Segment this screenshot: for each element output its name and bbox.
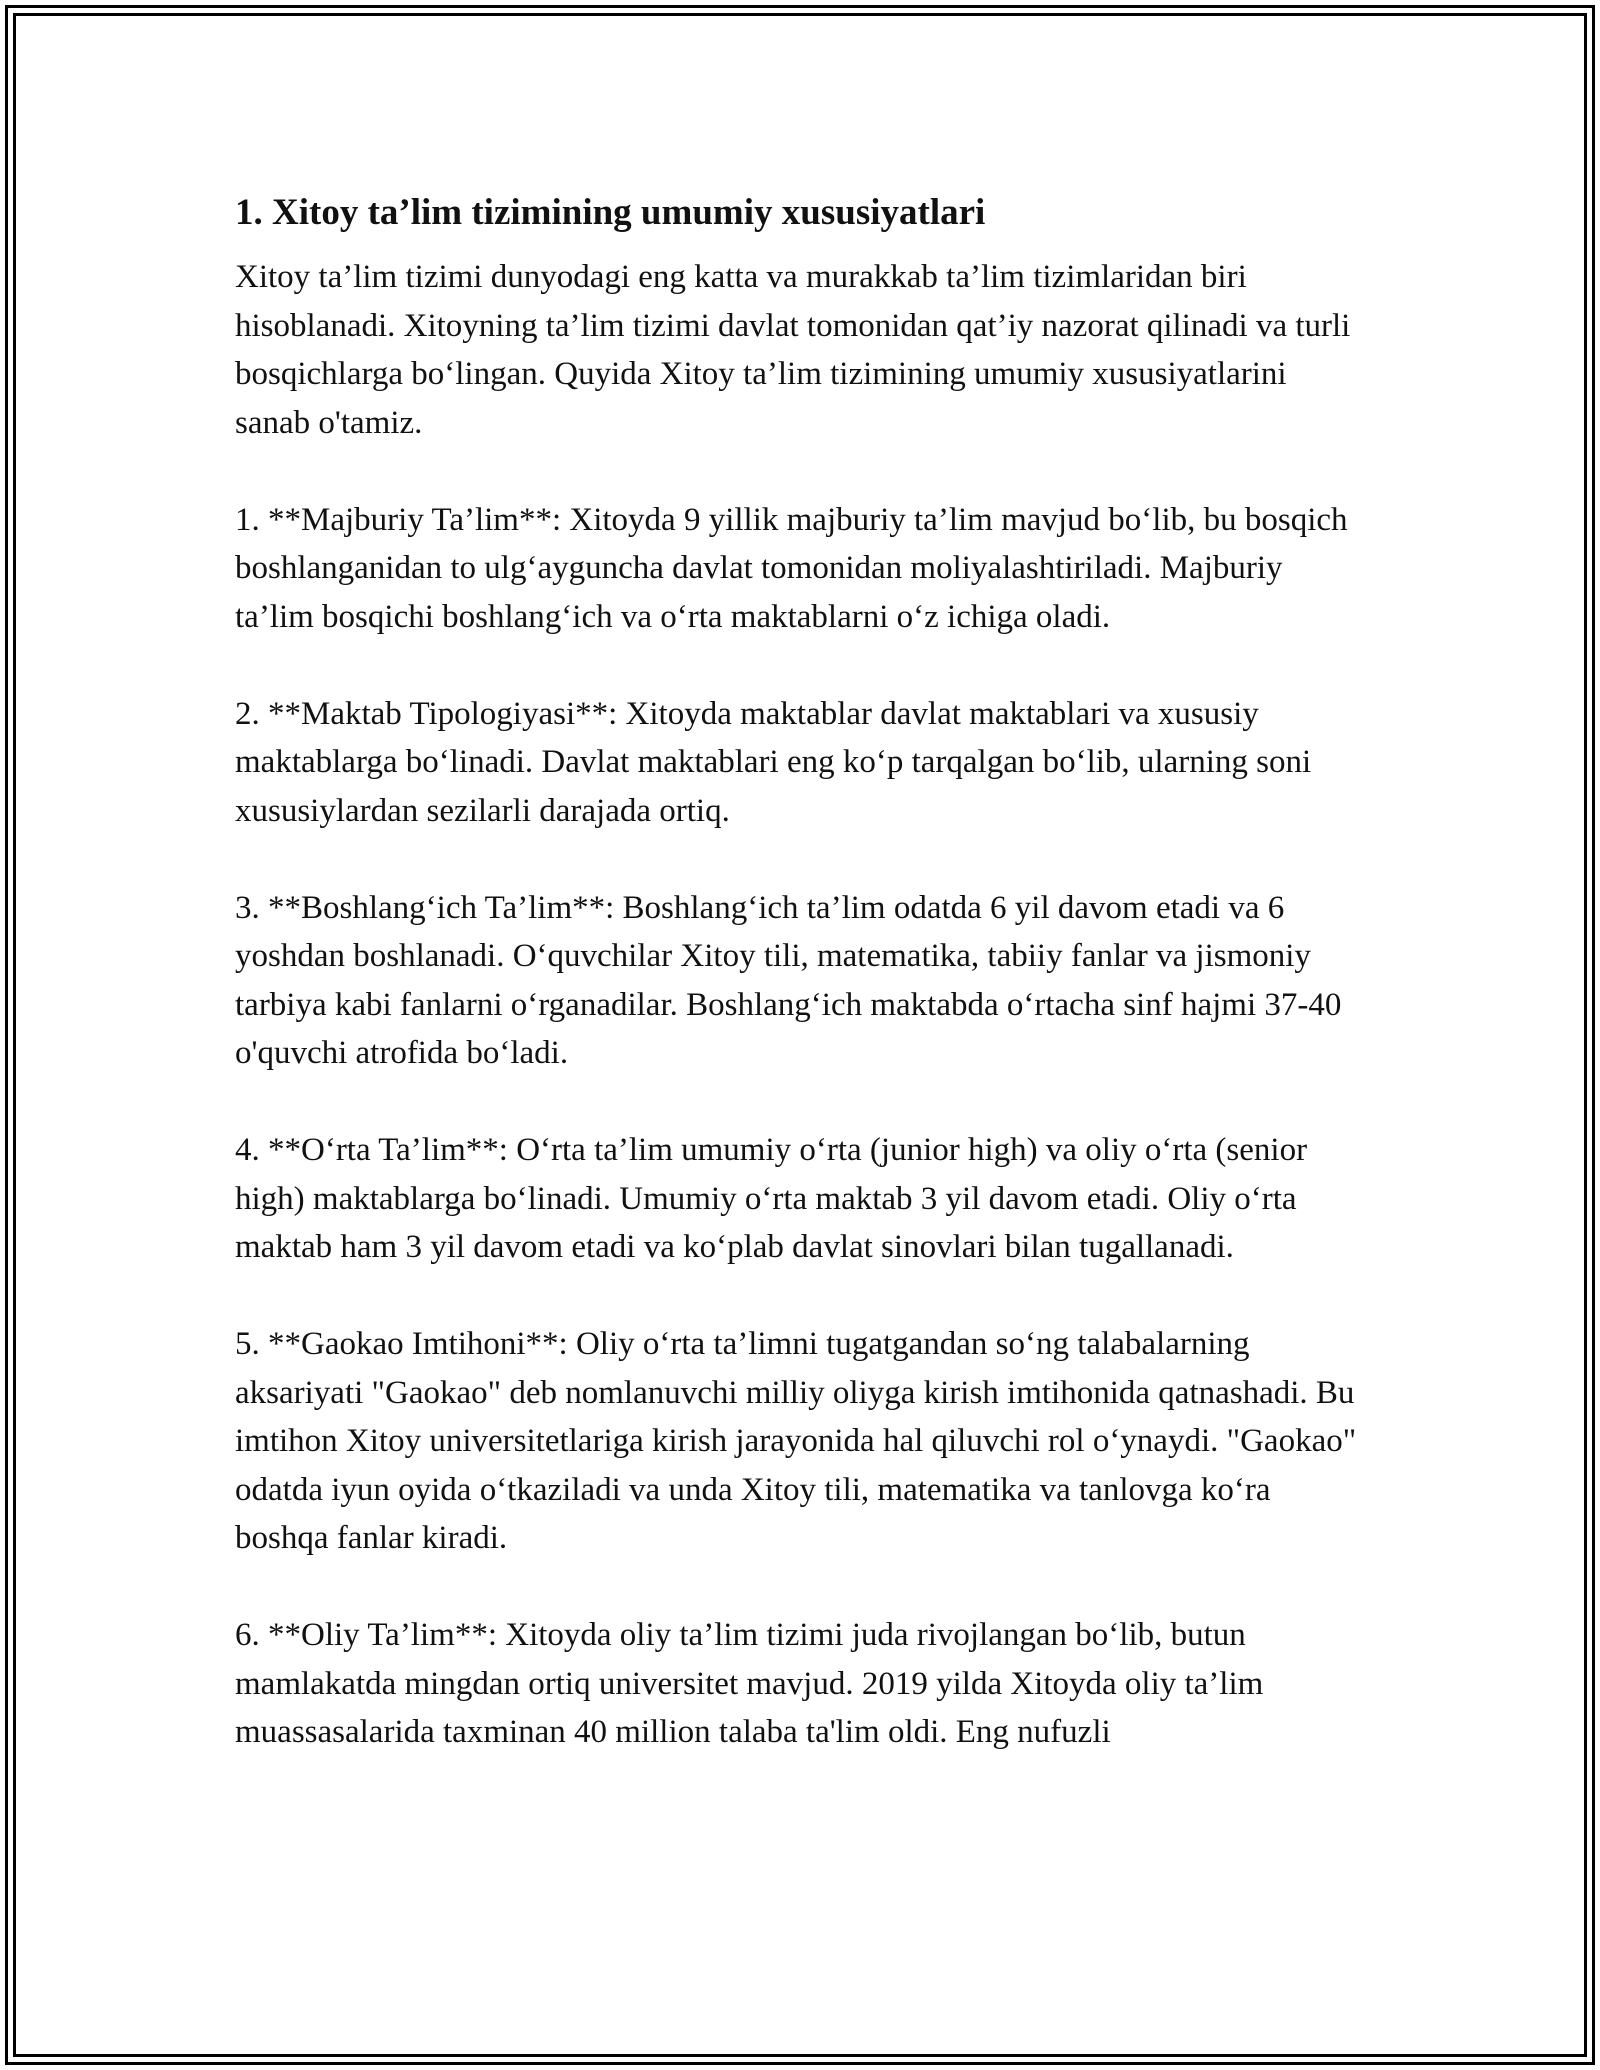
item-compulsory-education: 1. **Majburiy Ta’lim**: Xitoyda 9 yillik majburiy ta’lim mavjud bo‘lib, bu bosqich boshlanganidan to ulg‘ayguncha davlat tomonidan moliyalashtiriladi. Majburiy ta’lim bosqichi boshlang‘ich va o‘rta maktablarni o‘z ichiga oladi. <box>235 501 1348 635</box>
item-school-typology: 2. **Maktab Tipologiyasi**: Xitoyda maktablar davlat maktablari va xususiy maktablarga bo‘linadi. Davlat maktablari eng ko‘p tarqalgan bo‘lib, ularning soni xususiylardan sezilarli darajada ortiq. <box>235 695 1312 829</box>
item-higher-education: 6. **Oliy Ta’lim**: Xitoyda oliy ta’lim tizimi juda rivojlangan bo‘lib, butun mamlakatda mingdan ortiq universitet mavjud. 2019 yilda Xitoyda oliy ta’lim muassasalarida taxminan 40 million talaba ta'lim oldi. Eng nufuzli <box>235 1617 1264 1750</box>
item-gaokao-exam: 5. **Gaokao Imtihoni**: Oliy o‘rta ta’limni tugatgandan so‘ng talabalarning aksariyati "Gaokao" deb nomlanuvchi milliy oliyga kirish imtihonida qatnashadi. Bu imtihon Xitoy universitetlariga kirish jarayonida hal qiluvchi rol o‘ynaydi. "Gaokao" odatda iyun oyida o‘tkaziladi va unda Xitoy tili, matematika va tanlovga ko‘ra boshqa fanlar kiradi. <box>235 1326 1357 1556</box>
intro-paragraph: Xitoy ta’lim tizimi dunyodagi eng katta va murakkab ta’lim tizimlaridan biri hisoblanadi. Xitoyning ta’lim tizimi davlat tomonidan qat’iy nazorat qilinadi va turli bosqichlarga bo‘lingan. Quyida Xitoy ta’lim tizimining umumiy xususiyatlarini sanab o'tamiz. <box>235 259 1351 441</box>
section-heading: 1. Xitoy ta’lim tizimining umumiy xususiyatlari <box>235 192 986 233</box>
item-primary-education: 3. **Boshlang‘ich Ta’lim**: Boshlang‘ich ta’lim odatda 6 yil davom etadi va 6 yoshdan boshlanadi. O‘quvchilar Xitoy tili, matematika, tabiiy fanlar va jismoniy tarbiya kabi fanlarni o‘rganadilar. Boshlang‘ich maktabda o‘rtacha sinf hajmi 37-40 o'quvchi atrofida bo‘ladi. <box>235 889 1342 1071</box>
item-secondary-education: 4. **O‘rta Ta’lim**: O‘rta ta’lim umumiy o‘rta (junior high) va oliy o‘rta (senior high) maktablarga bo‘linadi. Umumiy o‘rta maktab 3 yil davom etadi. Oliy o‘rta maktab ham 3 yil davom etadi va ko‘plab davlat sinovlari bilan tugallanadi. <box>235 1132 1308 1265</box>
document-body <box>235 187 1365 1805</box>
